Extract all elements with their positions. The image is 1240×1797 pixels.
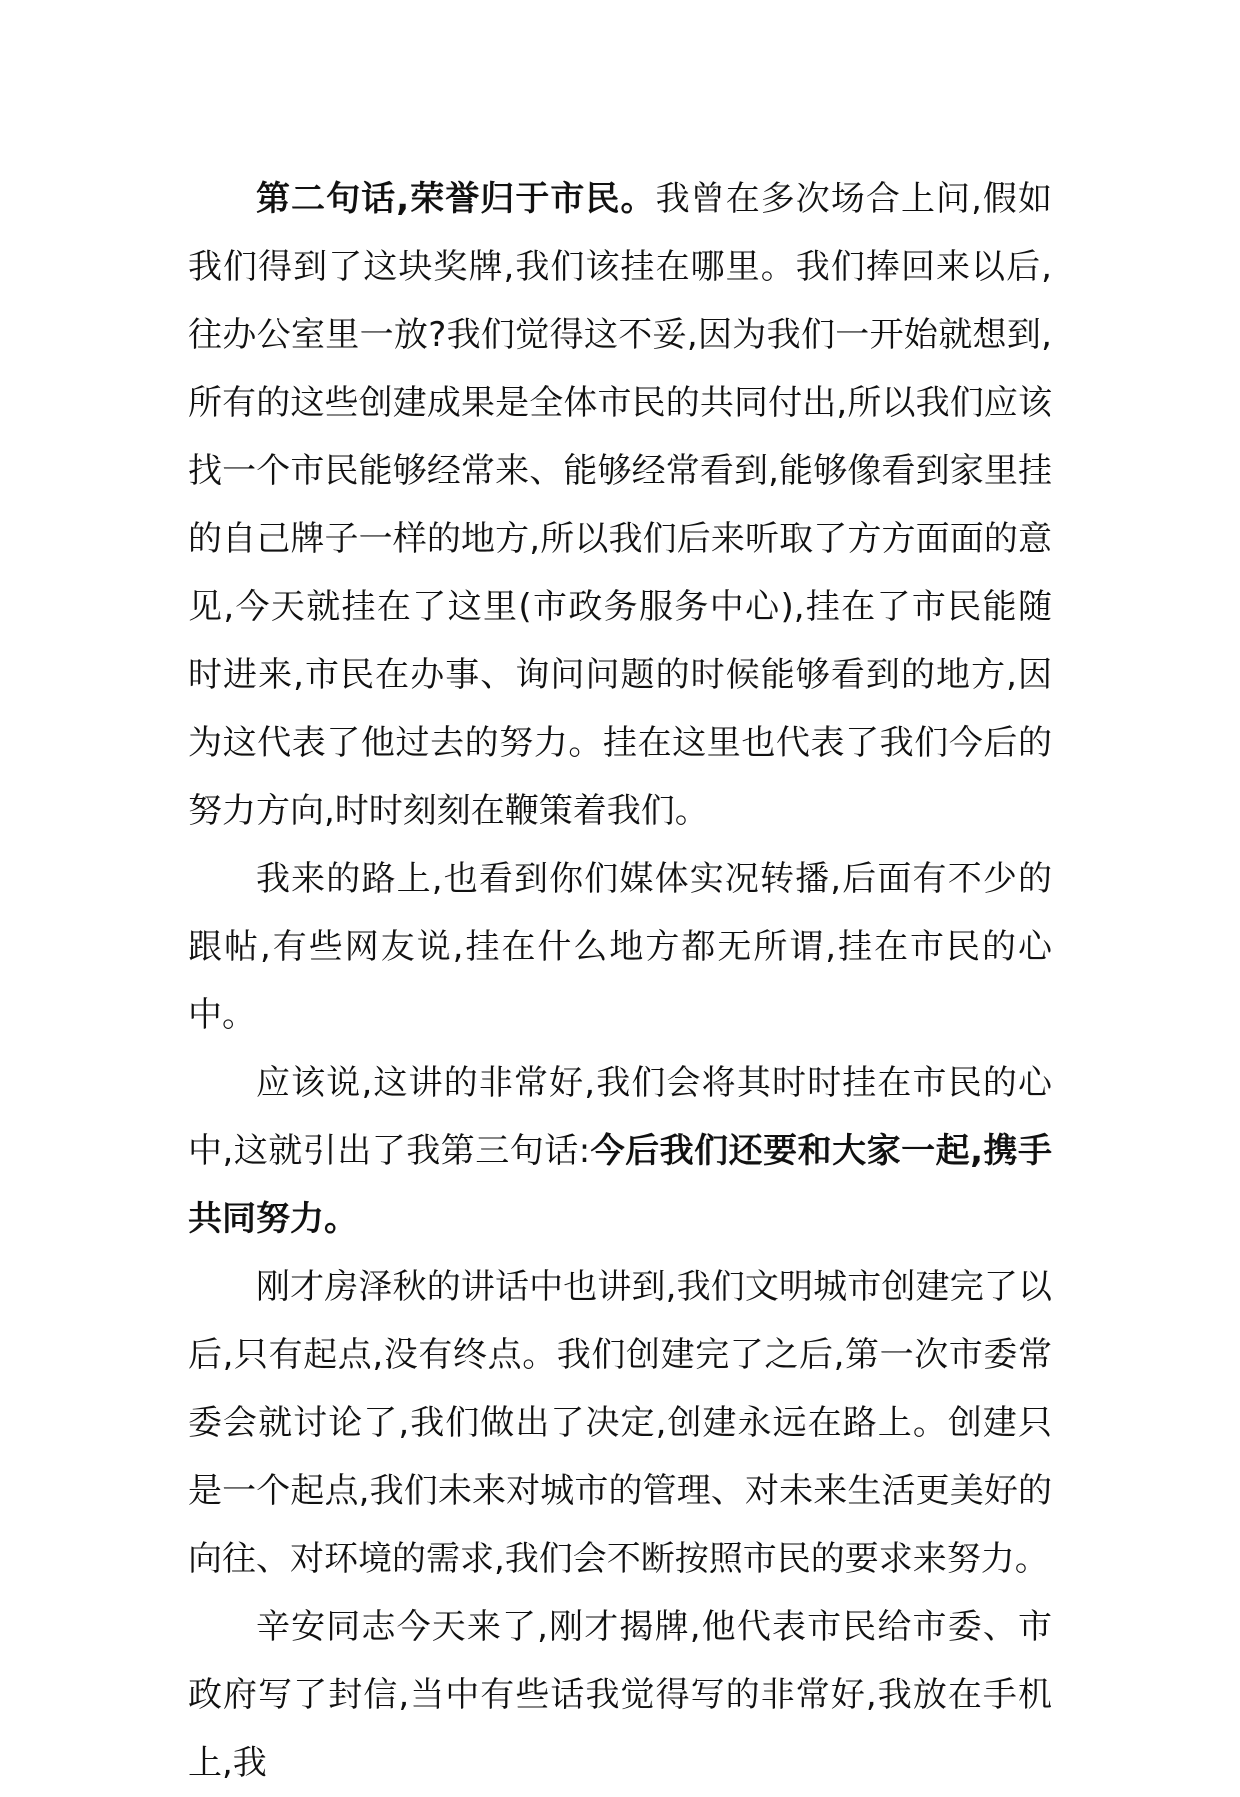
paragraph-3-heading: 今后我们还要和大家一起,携手共同努力。 xyxy=(188,1131,1053,1239)
paragraph-3 xyxy=(188,1049,1052,1253)
paragraph-4-body: 刚才房泽秋的讲话中也讲到,我们文明城市创建完了以后,只有起点,没有终点。我们创建完了之后,第一次市委常委会就讨论了,我们做出了决定,创建永远在路上。创建只是一个起点,我们未来对城市的管理、对未来生活更美好的向往、对环境的需求,我们会不断按照市民的要求来努力。 xyxy=(188,1267,1052,1579)
paragraph-4 xyxy=(188,1253,1052,1593)
paragraph-2-body: 我来的路上,也看到你们媒体实况转播,后面有不少的跟帖,有些网友说,挂在什么地方都无所谓,挂在市民的心中。 xyxy=(188,859,1052,1035)
document-page xyxy=(188,165,1052,1797)
paragraph-1 xyxy=(188,165,1052,845)
paragraph-2 xyxy=(188,845,1052,1049)
paragraph-5-body: 辛安同志今天来了,刚才揭牌,他代表市民给市委、市政府写了封信,当中有些话我觉得写的非常好,我放在手机上,我 xyxy=(188,1607,1052,1783)
paragraph-1-heading: 第二句话,荣誉归于市民。 xyxy=(256,179,656,219)
paragraph-5 xyxy=(188,1593,1052,1797)
paragraph-1-body: 我曾在多次场合上问,假如我们得到了这块奖牌,我们该挂在哪里。我们捧回来以后,往办公室里一放?我们觉得这不妥,因为我们一开始就想到,所有的这些创建成果是全体市民的共同付出,所以我们应该找一个市民能够经常来、能够经常看到,能够像看到家里挂的自己牌子一样的地方,所以我们后来听取了方方面面的意见,今天就挂在了这里(市政务服务中心),挂在了市民能随时进来,市民在办事、询问问题的时候能够看到的地方,因为这代表了他过去的努力。挂在这里也代表了我们今后的努力方向,时时刻刻在鞭策着我们。 xyxy=(188,179,1052,831)
paragraph-3-body: 应该说,这讲的非常好,我们会将其时时挂在市民的心中,这就引出了我第三句话: xyxy=(188,1063,1052,1171)
